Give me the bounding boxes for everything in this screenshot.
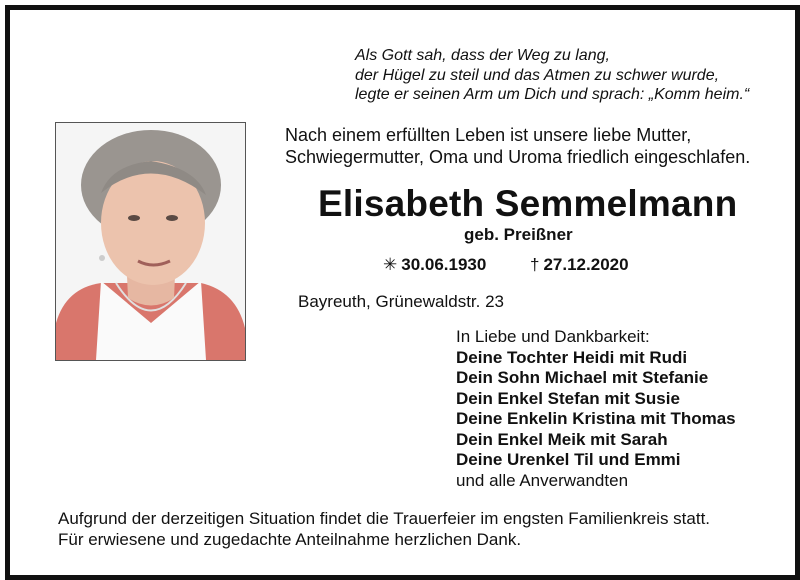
intro-line: Schwiegermutter, Oma und Uroma friedlich eingeschlafen. <box>285 147 751 167</box>
family-member: Deine Enkelin Kristina mit Thomas <box>456 409 736 428</box>
death-date-line <box>530 255 629 275</box>
closing-line: Aufgrund der derzeitigen Situation findet die Trauerfeier im engsten Familienkreis statt. <box>58 509 711 528</box>
family-member: Deine Tochter Heidi mit Rudi <box>456 347 688 367</box>
death-cross-icon: † <box>530 255 540 274</box>
death-date: 27.12.2020 <box>543 255 629 274</box>
family-member: Dein Sohn Michael mit Stefanie <box>456 368 709 387</box>
family-member: Dein Enkel Meik mit Sarah <box>456 429 668 449</box>
family-member: Deine Urenkel Til und Emmi <box>456 450 681 469</box>
family-member: Dein Enkel Stefan mit Susie <box>456 388 680 408</box>
intro-line: Nach einem erfüllten Leben ist unsere liebe Mutter, <box>285 125 692 145</box>
birth-star-icon: ✳ <box>383 255 398 274</box>
family-outro: und alle Anverwandten <box>456 470 629 490</box>
maiden-name: geb. Preißner <box>464 225 573 244</box>
closing-text <box>58 509 710 550</box>
family-intro: In Liebe und Dankbarkeit: <box>456 327 650 346</box>
poem-line: legte er seinen Arm um Dich und sprach: „Komm heim.“ <box>355 86 750 103</box>
poem <box>355 46 749 105</box>
closing-line: Für erwiesene und zugedachte Anteilnahme herzlichen Dank. <box>58 529 522 549</box>
birth-date-line <box>383 255 486 275</box>
birth-date: 30.06.1930 <box>401 255 487 274</box>
address: Bayreuth, Grünewaldstr. 23 <box>298 292 505 311</box>
portrait-photo <box>55 122 246 361</box>
poem-line: der Hügel zu steil und das Atmen zu schwer wurde, <box>355 66 720 84</box>
family-list <box>456 327 736 491</box>
poem-line: Als Gott sah, dass der Weg zu lang, <box>355 47 610 64</box>
intro-text <box>285 124 750 168</box>
deceased-name: Elisabeth Semmelmann <box>318 183 738 224</box>
portrait-illustration <box>56 123 245 360</box>
